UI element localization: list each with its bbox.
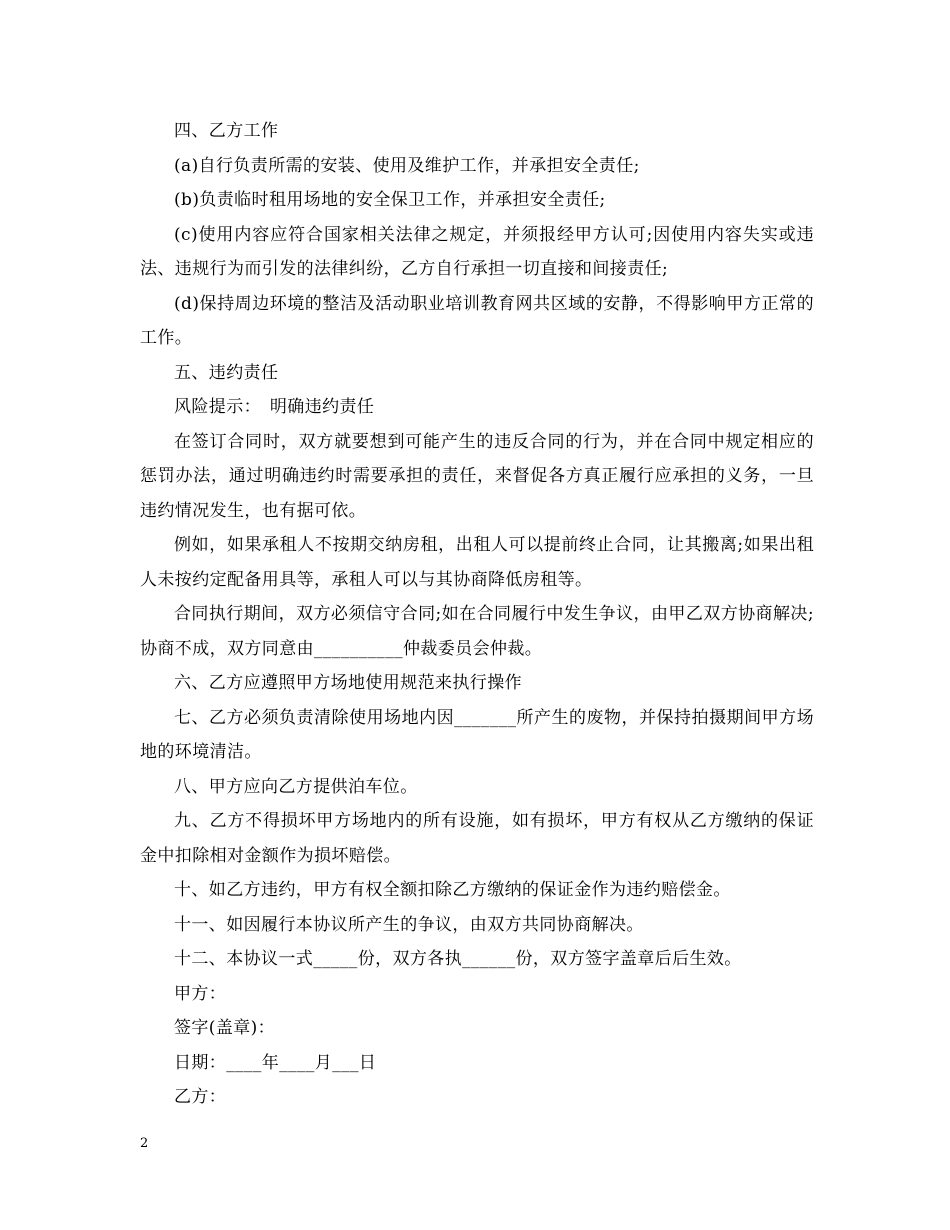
section-clause: 七、乙方必须负责清除使用场地内因_______所产生的废物，并保持拍摄期间甲方场地的环境清洁。	[140, 707, 814, 762]
body-paragraph: 在签订合同时，双方就要想到可能产生的违反合同的行为，并在合同中规定相应的惩罚办法，通过明确违约时需要承担的责任，来督促各方真正履行应承担的义务，一旦违约情况发生，也有据可依。	[140, 431, 814, 521]
date-line: 日期：____年____月___日	[174, 1052, 377, 1073]
clause-item: (a)自行负责所需的安装、使用及维护工作，并承担安全责任;	[174, 155, 640, 176]
party-b-label: 乙方：	[174, 1087, 227, 1107]
clause-item: (c)使用内容应符合国家相关法律之规定，并须报经甲方认可;因使用内容失实或违法、违规行为而引发的法律纠纷，乙方自行承担一切直接和间接责任;	[140, 224, 814, 279]
section-clause: 九、乙方不得损坏甲方场地内的所有设施，如有损坏，甲方有权从乙方缴纳的保证金中扣除相对金额作为损坏赔偿。	[140, 811, 814, 866]
section-clause: 十一、如因履行本协议所产生的争议，由双方共同协商解决。	[174, 914, 644, 935]
body-paragraph: 例如，如果承租人不按期交纳房租，出租人可以提前终止合同，让其搬离;如果出租人未按约定配备用具等，承租人可以与其协商降低房租等。	[140, 535, 814, 590]
signature-line: 签字(盖章)：	[174, 1018, 276, 1038]
section-heading: 四、乙方工作	[174, 121, 279, 141]
page-number: 2	[140, 1136, 149, 1151]
section-clause: 十二、本协议一式_____份，双方各执______份，双方签字盖章后后生效。	[174, 949, 742, 969]
section-clause: 八、甲方应向乙方提供泊车位。	[174, 776, 418, 797]
body-paragraph: 合同执行期间，双方必须信守合同;如在合同履行中发生争议，由甲乙双方协商解决;协商不成，双方同意由__________仲裁委员会仲裁。	[140, 604, 814, 659]
section-heading: 五、违约责任	[174, 362, 279, 383]
clause-item: (b)负责临时租用场地的安全保卫工作，并承担安全责任;	[174, 190, 606, 210]
risk-tip: 风险提示： 明确违约责任	[174, 397, 375, 417]
document-body	[140, 114, 814, 1115]
section-clause: 十、如乙方违约，甲方有权全额扣除乙方缴纳的保证金作为违约赔偿金。	[174, 880, 731, 900]
section-heading: 六、乙方应遵照甲方场地使用规范来执行操作	[174, 673, 522, 693]
clause-item: (d)保持周边环境的整洁及活动职业培训教育网共区域的安静，不得影响甲方正常的工作。	[140, 293, 814, 348]
party-a-label: 甲方：	[174, 983, 227, 1004]
